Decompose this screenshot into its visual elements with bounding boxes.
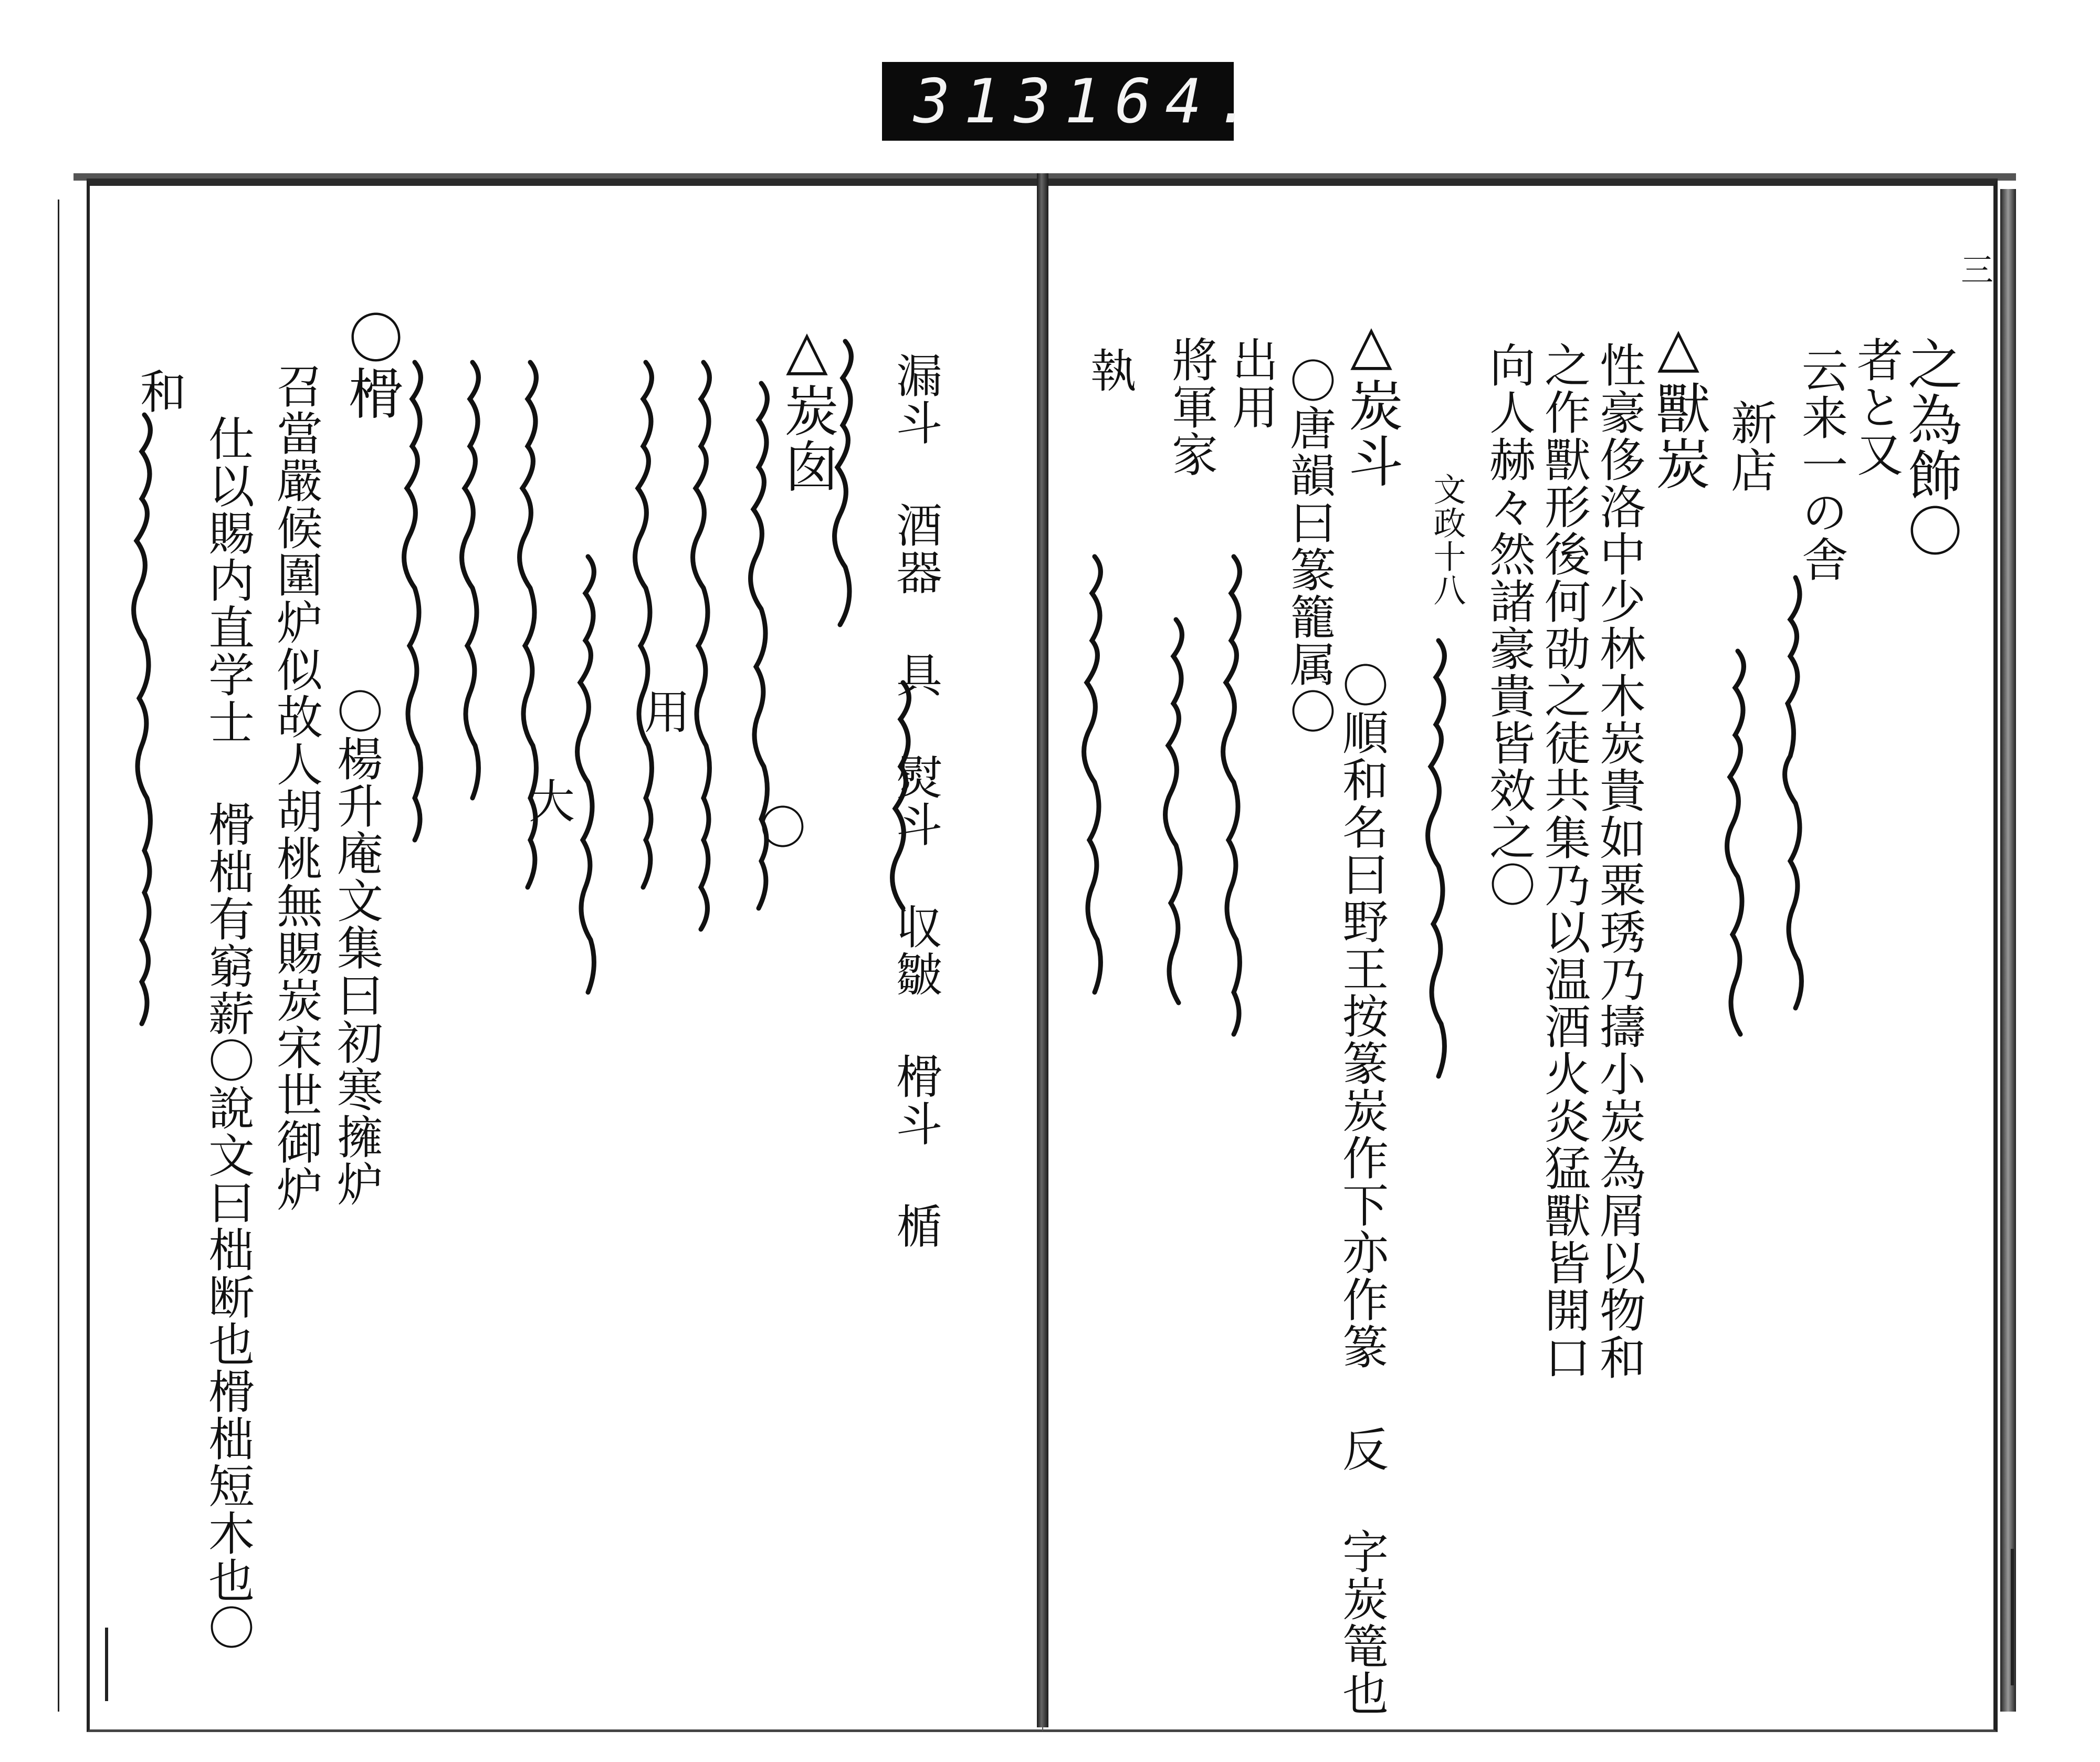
section-heading: △炭囱 <box>775 318 839 494</box>
section-heading: △獸炭 <box>1646 315 1710 491</box>
text-column: 性豪侈洛中少林木炭貴如粟琇乃擣小炭為屑以物和 <box>1592 341 1646 1381</box>
margin-stroke <box>2011 1549 2014 1685</box>
text-column: 出用 <box>1225 336 1279 431</box>
text-column: 執 <box>1083 347 1137 394</box>
text-column: 云来一の舎 <box>1794 347 1849 583</box>
text-column: 〇 <box>752 803 806 851</box>
label-right-number: 164. <box>1064 66 1266 137</box>
text-column: 者と又 <box>1850 336 1904 478</box>
text-column: 〇唐韻曰篆籠属〇 <box>1283 357 1337 735</box>
text-column: 和 <box>133 368 187 415</box>
text-column: 向人赫々然諸豪貴皆效之〇 <box>1482 341 1536 908</box>
text-column: 漏斗 酒器 具 熨斗 収皺 榾斗 楯 <box>889 352 943 1250</box>
text-column: 用 <box>637 688 691 735</box>
label-left-number: 313 <box>914 66 1065 137</box>
section-heading: △炭斗 <box>1339 312 1403 489</box>
margin-stroke <box>105 1628 108 1701</box>
text-column: 〇楊升庵文集曰初寒擁炉 <box>330 688 384 1208</box>
text-column: 將軍家 <box>1164 336 1219 478</box>
text-column: 之作獸形後何劭之徒共集乃以温酒火炎猛獸皆開口 <box>1537 341 1591 1381</box>
text-column: 文政十八 <box>1428 473 1466 607</box>
text-column: 之為飾〇 <box>1898 336 1962 559</box>
text-column: 新店 <box>1724 399 1778 494</box>
text-column: 大 <box>521 777 575 824</box>
page-number: 三 <box>1961 251 1994 289</box>
text-column: 仕以賜内直学士 榾柮有窮薪〇說文曰柮断也榾柮短木也〇 <box>201 415 255 1651</box>
text-column: 〇順和名曰野王按篆炭作下亦作篆 反 字炭篭也 <box>1335 662 1389 1717</box>
section-heading: 〇榾 <box>339 310 403 421</box>
text-column: 召當嚴候圍炉似故人胡桃無賜炭宋世御炉 <box>269 362 323 1213</box>
